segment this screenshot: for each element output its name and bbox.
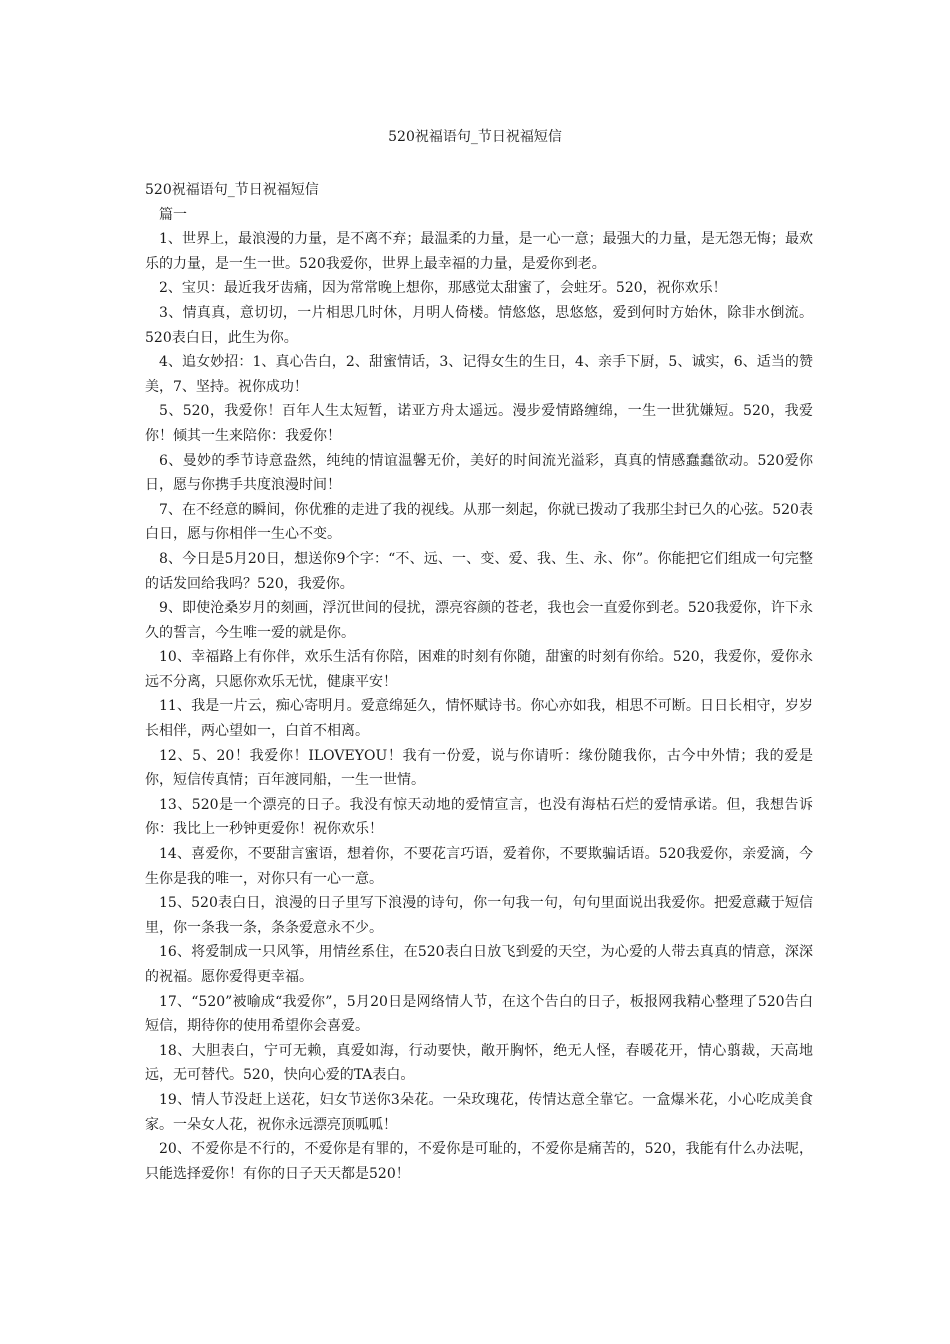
paragraph-9: 9、即使沧桑岁月的刻画，浮沉世间的侵扰，漂亮容颜的苍老，我也会一直爱你到老。520我爱你，许下永久的誓言，今生唯一爱的就是你。 bbox=[145, 600, 813, 641]
paragraph-13: 13、520是一个漂亮的日子。我没有惊天动地的爱情宣言，也没有海枯石烂的爱情承诺。但，我想告诉你：我比上一秒钟更爱你！祝你欢乐！ bbox=[145, 796, 813, 838]
paragraph-3: 3、情真真，意切切，一片相思几时休，月明人倚楼。情悠悠，思悠悠，爱到何时方始休，除非水倒流。520表白日，此生为你。 bbox=[145, 304, 813, 346]
paragraph-11: 11、我是一片云，痴心寄明月。爱意绵延久，情怀赋诗书。你心亦如我，相思不可断。日日长相守，岁岁长相伴，两心望如一，白首不相离。 bbox=[145, 698, 813, 740]
document-title: 520祝福语句_节日祝福短信 bbox=[388, 129, 562, 145]
paragraph-12: 12、5、20！我爱你！ILOVEYOU！我有一份爱，说与你请听：缘份随我你，古今中外情；我的爱是你，短信传真情；百年渡同船，一生一世情。 bbox=[145, 747, 813, 789]
paragraph-16: 16、将爱制成一只风筝，用情丝系住，在520表白日放飞到爱的天空，为心爱的人带去真真的情意，深深的祝福。愿你爱得更幸福。 bbox=[145, 944, 813, 985]
section-heading: 篇一 bbox=[159, 206, 187, 223]
paragraph-1: 1、世界上，最浪漫的力量，是不离不弃；最温柔的力量，是一心一意；最强大的力量，是无怨无悔；最欢乐的力量，是一生一世。520我爱你，世界上最幸福的力量，是爱你到老。 bbox=[145, 231, 813, 272]
document-subtitle: 520祝福语句_节日祝福短信 bbox=[145, 182, 319, 198]
paragraph-7: 7、在不经意的瞬间，你优雅的走进了我的视线。从那一刻起，你就已拨动了我那尘封已久的心弦。520表白日，愿与你相伴一生心不变。 bbox=[145, 501, 813, 543]
paragraph-6: 6、曼妙的季节诗意盎然，纯纯的情谊温馨无价，美好的时间流光溢彩，真真的情感蠢蠢欲动。520爱你日，愿与你携手共度浪漫时间！ bbox=[145, 452, 813, 494]
paragraph-5: 5、520，我爱你！百年人生太短暂，诺亚方舟太遥远。漫步爱情路缠绵，一生一世犹嫌短。520，我爱你！倾其一生来陪你：我爱你！ bbox=[145, 403, 813, 444]
paragraph-15: 15、520表白日，浪漫的日子里写下浪漫的诗句，你一句我一句，句句里面说出我爱你。把爱意藏于短信里，你一条我一条，条条爱意永不少。 bbox=[145, 895, 813, 936]
paragraph-17: 17、“520”被喻成“我爱你”，5月20日是网络情人节，在这个告白的日子，板报网我精心整理了520告白短信，期待你的使用希望你会喜爱。 bbox=[145, 993, 813, 1035]
paragraph-4: 4、追女妙招：1、真心告白，2、甜蜜情话，3、记得女生的生日，4、亲手下厨，5、诚实，6、适当的赞美，7、坚持。祝你成功！ bbox=[145, 354, 813, 395]
paragraph-14: 14、喜爱你，不要甜言蜜语，想着你，不要花言巧语，爱着你，不要欺骗话语。520我爱你，亲爱滴，今生你是我的唯一，对你只有一心一意。 bbox=[145, 846, 813, 887]
paragraph-19: 19、情人节没赶上送花，妇女节送你3朵花。一朵玫瑰花，传情达意全靠它。一盒爆米花，小心吃成美食家。一朵女人花，祝你永远漂亮顶呱呱！ bbox=[145, 1091, 813, 1133]
paragraph-8: 8、今日是5月20日，想送你9个字：“不、远、一、变、爱、我、生、永、你”。你能把它们组成一句完整的话发回给我吗？520，我爱你。 bbox=[145, 550, 813, 592]
paragraph-20: 20、不爱你是不行的，不爱你是有罪的，不爱你是可耻的，不爱你是痛苦的，520，我能有什么办法呢，只能选择爱你！有你的日子天天都是520！ bbox=[145, 1141, 813, 1182]
document-body bbox=[145, 178, 813, 1186]
paragraph-2: 2、宝贝：最近我牙齿痛，因为常常晚上想你，那感觉太甜蜜了，会蛀牙。520，祝你欢乐！ bbox=[159, 280, 727, 297]
paragraph-10: 10、幸福路上有你伴，欢乐生活有你陪，困难的时刻有你随，甜蜜的时刻有你给。520，我爱你，爱你永远不分离，只愿你欢乐无忧，健康平安！ bbox=[145, 649, 813, 690]
paragraph-18: 18、大胆表白，宁可无赖，真爱如海，行动要快，敞开胸怀，绝无人怪，春暖花开，情心翦裁，天高地远，无可替代。520，快向心爱的TA表白。 bbox=[145, 1042, 813, 1084]
